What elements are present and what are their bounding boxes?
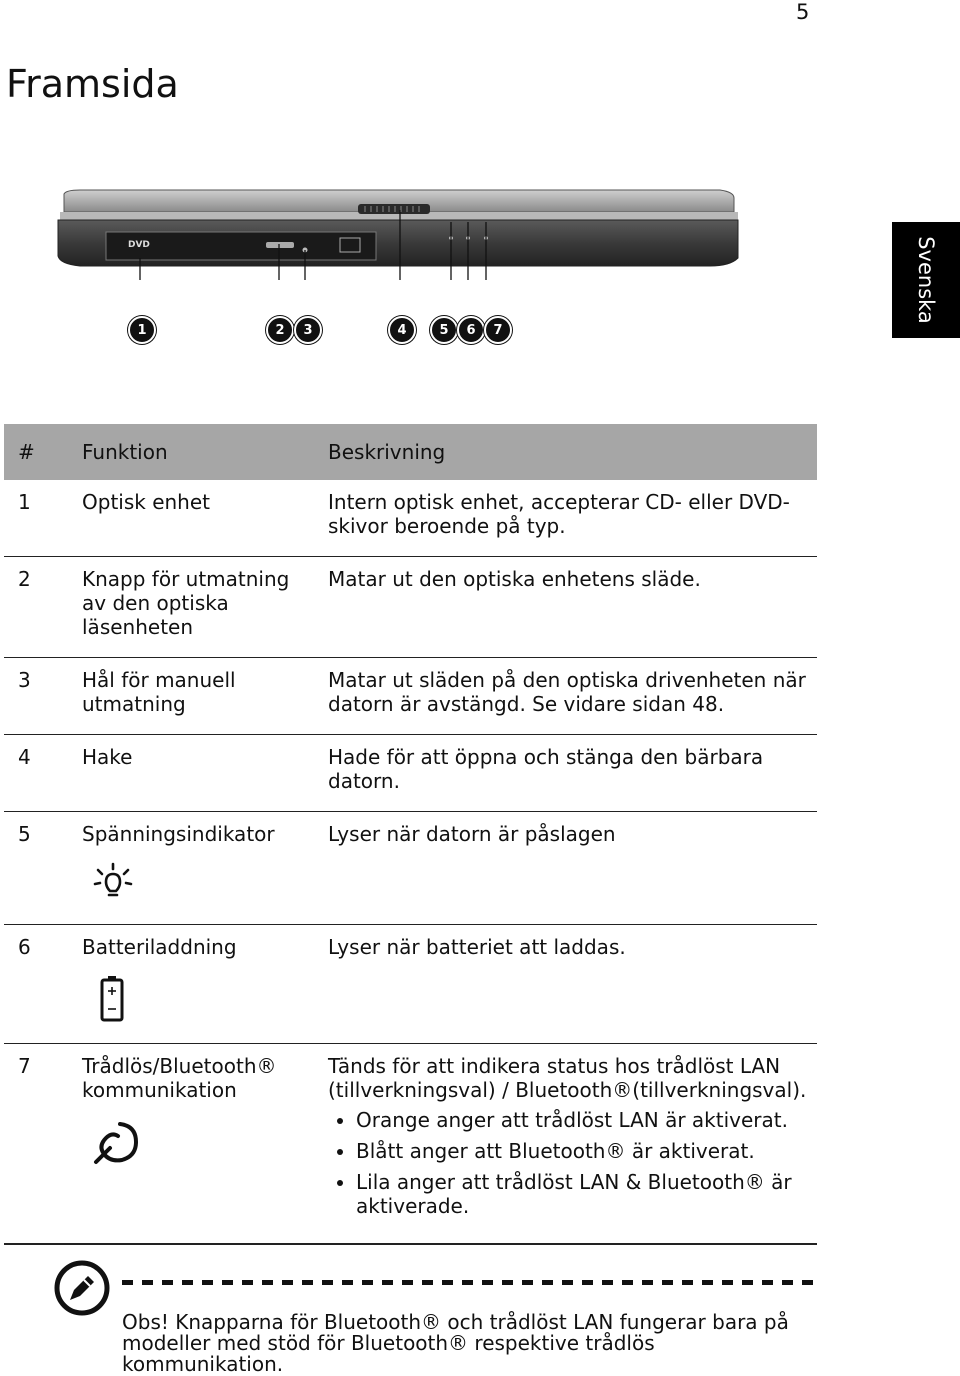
callout-badge: 1	[128, 316, 156, 344]
row-description: Tänds för att indikera status hos trådlöst LAN (tillverkningsval) / Bluetooth®(tillverkningsval).	[328, 1054, 807, 1102]
row-number: 3	[18, 668, 31, 692]
note-body: Knapparna för Bluetooth® och trådlöst LAN fungerar bara på modeller med stöd för Bluetooth® respektive trådlös kommunikation.	[122, 1310, 789, 1376]
page-number: 5	[796, 0, 810, 24]
callout-badge: 6	[457, 316, 485, 344]
laptop-front-illustration	[40, 180, 750, 280]
row-number: 7	[18, 1054, 31, 1078]
row-number: 4	[18, 745, 31, 769]
status-bullet-list	[328, 1108, 807, 1218]
row-function: Hake	[82, 745, 133, 769]
row-description: Matar ut den optiska enhetens släde.	[328, 567, 701, 591]
table-row	[4, 557, 817, 658]
row-number: 6	[18, 935, 31, 959]
table-header-row	[4, 424, 817, 480]
wireless-icon	[90, 1118, 142, 1166]
note-block	[122, 1312, 822, 1375]
callout-badge: 3	[294, 316, 322, 344]
list-item: • Orange anger att trådlöst LAN är aktiverat.	[356, 1108, 807, 1132]
callout-badge: 4	[388, 316, 416, 344]
table-row	[4, 735, 817, 812]
table-row	[4, 812, 817, 925]
row-number: 1	[18, 490, 31, 514]
note-divider	[122, 1280, 814, 1285]
power-indicator-icon	[92, 862, 134, 906]
callout-badge: 2	[266, 316, 294, 344]
page-title: Framsida	[6, 62, 179, 106]
row-function: Batteriladdning	[82, 935, 237, 959]
row-description: Intern optisk enhet, accepterar CD- eller DVD-skivor beroende på typ.	[328, 490, 790, 538]
note-pen-icon	[54, 1260, 110, 1316]
row-function: Knapp för utmatning av den optiska läsenheten	[82, 567, 290, 639]
header-number: #	[4, 424, 72, 480]
language-tab-label: Svenska	[914, 236, 938, 324]
feature-table	[4, 424, 817, 1245]
table-row	[4, 658, 817, 735]
row-number: 2	[18, 567, 31, 591]
list-item: • Lila anger att trådlöst LAN & Bluetooth® är aktiverade.	[356, 1170, 807, 1218]
callout-badge: 5	[430, 316, 458, 344]
dvd-label: DVD	[128, 240, 150, 250]
row-number: 5	[18, 822, 31, 846]
battery-icon	[98, 975, 128, 1025]
list-item: • Blått anger att Bluetooth® är aktiverat.	[356, 1139, 807, 1163]
row-function: Optisk enhet	[82, 490, 210, 514]
language-tab	[892, 222, 960, 338]
table-row	[4, 480, 817, 557]
row-function: Hål för manuell utmatning	[82, 668, 236, 716]
row-description: Lyser när batteriet att laddas.	[328, 935, 626, 959]
note-label: Obs!	[122, 1310, 169, 1334]
row-description: Lyser när datorn är påslagen	[328, 822, 616, 846]
callout-badge: 7	[484, 316, 512, 344]
row-description: Hade för att öppna och stänga den bärbara datorn.	[328, 745, 764, 793]
header-function: Funktion	[72, 424, 318, 480]
table-row	[4, 925, 817, 1044]
table-row	[4, 1044, 817, 1245]
row-description: Matar ut släden på den optiska drivenheten när datorn är avstängd. Se vidare sidan 48.	[328, 668, 806, 716]
header-description: Beskrivning	[318, 424, 817, 480]
row-function: Spänningsindikator	[82, 822, 275, 846]
row-function: Trådlös/Bluetooth® kommunikation	[82, 1054, 277, 1102]
